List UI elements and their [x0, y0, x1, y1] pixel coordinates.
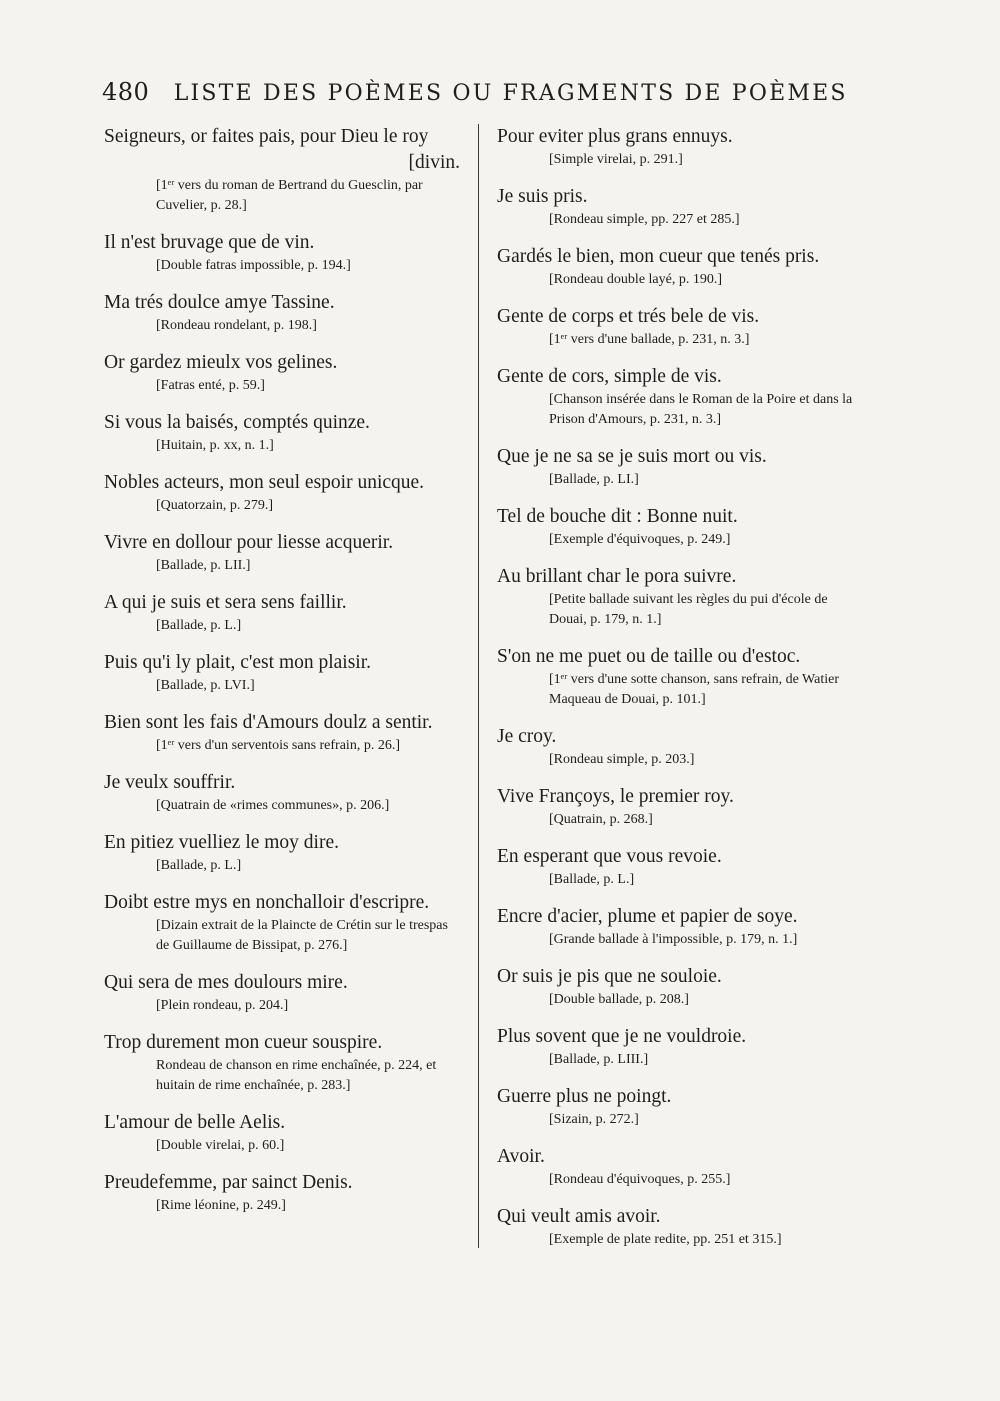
poem-reference-note: [Huitain, p. xx, n. 1.]: [156, 438, 274, 453]
poem-first-line: Ma trés doulce amye Tassine.: [104, 292, 335, 313]
poem-first-line: Qui veult amis avoir.: [497, 1206, 661, 1227]
poem-reference-note: [Ballade, p. L.]: [156, 858, 242, 873]
poem-entry: [104, 350, 460, 396]
poem-entry: [497, 124, 857, 170]
poem-entry: [104, 970, 460, 1016]
poem-reference-note: Rondeau de chanson en rime enchaînée, p. 224, et huitain de rime enchaînée, p. 283.]: [156, 1058, 437, 1093]
poem-line-continuation: [divin.: [408, 152, 460, 173]
poem-first-line: Vivre en dollour pour liesse acquerir.: [104, 532, 394, 553]
poem-first-line: Au brillant char le pora suivre.: [497, 566, 737, 587]
poem-first-line: Preudefemme, par sainct Denis.: [104, 1172, 353, 1193]
poem-first-line: Doibt estre mys en nonchalloir d'escripre.: [104, 892, 430, 913]
poem-reference-note: [Ballade, p. L.]: [549, 872, 635, 887]
poem-entry: [497, 724, 857, 770]
poem-first-line: Bien sont les fais d'Amours doulz a sentir.: [104, 712, 433, 733]
poem-reference-note: [Plein rondeau, p. 204.]: [156, 998, 289, 1013]
poem-reference-note: [Rondeau simple, p. 203.]: [549, 752, 695, 767]
poem-first-line: Gente de corps et trés bele de vis.: [497, 306, 760, 327]
poem-reference-note: [Ballade, p. L.]: [156, 618, 242, 633]
poem-reference-note: [Double fatras impossible, p. 194.]: [156, 258, 351, 273]
poem-entry: [104, 650, 460, 696]
right-column: [497, 124, 857, 1250]
poem-entry: [497, 184, 857, 230]
poem-first-line: Encre d'acier, plume et papier de soye.: [497, 906, 798, 927]
poem-entry: [497, 1084, 857, 1130]
poem-entry: [497, 844, 857, 890]
poem-reference-note: [Dizain extrait de la Plaincte de Crétin sur le trespas de Guillaume de Bissipat, p. 276.]: [156, 918, 448, 953]
poem-reference-note: [1ᵉʳ vers d'un serventois sans refrain, p. 26.]: [156, 738, 400, 753]
poem-entry: [497, 784, 857, 830]
poem-reference-note: [1ᵉʳ vers d'une sotte chanson, sans refrain, de Watier Maqueau de Douai, p. 101.]: [549, 672, 840, 707]
poem-first-line: Seigneurs, or faites pais, pour Dieu le roy: [104, 126, 429, 147]
poem-entry: [104, 470, 460, 516]
poem-reference-note: [Chanson insérée dans le Roman de la Poire et dans la Prison d'Amours, p. 231, n. 3.]: [549, 392, 853, 427]
poem-first-line: Que je ne sa se je suis mort ou vis.: [497, 446, 767, 467]
poem-entry: [104, 1170, 460, 1216]
column-rule: [478, 124, 479, 1248]
poem-entry: [104, 124, 460, 216]
poem-first-line: Avoir.: [497, 1146, 545, 1167]
poem-reference-note: [Rondeau double layé, p. 190.]: [549, 272, 723, 287]
poem-first-line: En pitiez vuelliez le moy dire.: [104, 832, 339, 853]
poem-entry: [104, 890, 460, 956]
poem-reference-note: [Double virelai, p. 60.]: [156, 1138, 285, 1153]
poem-first-line: Or gardez mieulx vos gelines.: [104, 352, 338, 373]
poem-reference-note: [Rondeau d'équivoques, p. 255.]: [549, 1172, 731, 1187]
poem-entry: [104, 1110, 460, 1156]
poem-reference-note: [Fatras enté, p. 59.]: [156, 378, 265, 393]
poem-first-line: A qui je suis et sera sens faillir.: [104, 592, 347, 613]
page-header: [102, 78, 862, 118]
poem-reference-note: [Sizain, p. 272.]: [549, 1112, 639, 1127]
poem-entry: [497, 504, 857, 550]
page-number: 480: [102, 78, 150, 106]
poem-first-line: Or suis je pis que ne souloie.: [497, 966, 722, 987]
poem-first-line: Il n'est bruvage que de vin.: [104, 232, 315, 253]
poem-entry: [497, 1024, 857, 1070]
poem-reference-note: [Ballade, p. LVI.]: [156, 678, 255, 693]
poem-reference-note: [1ᵉʳ vers du roman de Bertrand du Guesclin, par Cuvelier, p. 28.]: [156, 178, 423, 213]
poem-entry: [497, 364, 857, 430]
poem-first-line: Tel de bouche dit : Bonne nuit.: [497, 506, 738, 527]
poem-entry: [104, 410, 460, 456]
poem-reference-note: [Exemple d'équivoques, p. 249.]: [549, 532, 731, 547]
poem-first-line: Pour eviter plus grans ennuys.: [497, 126, 733, 147]
poem-entry: [497, 644, 857, 710]
poem-entry: [104, 770, 460, 816]
poem-first-line: Nobles acteurs, mon seul espoir unicque.: [104, 472, 425, 493]
poem-entry: [497, 904, 857, 950]
poem-reference-note: [Ballade, p. LI.]: [549, 472, 639, 487]
poem-entry: [497, 964, 857, 1010]
poem-first-line: Guerre plus ne poingt.: [497, 1086, 672, 1107]
poem-first-line: Qui sera de mes doulours mire.: [104, 972, 348, 993]
poem-first-line: L'amour de belle Aelis.: [104, 1112, 286, 1133]
poem-reference-note: [Rime léonine, p. 249.]: [156, 1198, 286, 1213]
poem-first-line: Je veulx souffrir.: [104, 772, 236, 793]
poem-first-line: S'on ne me puet ou de taille ou d'estoc.: [497, 646, 801, 667]
poem-reference-note: [Quatrain, p. 268.]: [549, 812, 653, 827]
poem-entry: [104, 710, 460, 756]
poem-entry: [497, 1204, 857, 1250]
poem-reference-note: [Rondeau rondelant, p. 198.]: [156, 318, 317, 333]
poem-entry: [104, 290, 460, 336]
poem-first-line: Trop durement mon cueur souspire.: [104, 1032, 383, 1053]
poem-reference-note: [Ballade, p. LII.]: [156, 558, 251, 573]
poem-entry: [104, 530, 460, 576]
poem-first-line: Je suis pris.: [497, 186, 588, 207]
poem-entry: [104, 230, 460, 276]
poem-first-line: Je croy.: [497, 726, 557, 747]
poem-entry: [497, 564, 857, 630]
poem-first-line: Plus sovent que je ne vouldroie.: [497, 1026, 747, 1047]
poem-reference-note: [Rondeau simple, pp. 227 et 285.]: [549, 212, 740, 227]
poem-entry: [497, 244, 857, 290]
poem-reference-note: [Quatrain de «rimes communes», p. 206.]: [156, 798, 390, 813]
poem-reference-note: [Petite ballade suivant les règles du pui d'école de Douai, p. 179, n. 1.]: [549, 592, 828, 627]
poem-entry: [497, 1144, 857, 1190]
poem-entry: [104, 590, 460, 636]
poem-first-line: Gardés le bien, mon cueur que tenés pris.: [497, 246, 820, 267]
poem-entry: [104, 830, 460, 876]
poem-entry: [497, 304, 857, 350]
left-column: [104, 124, 460, 1216]
poem-reference-note: [Ballade, p. LIII.]: [549, 1052, 649, 1067]
poem-first-line: Vive Françoys, le premier roy.: [497, 786, 734, 807]
poem-first-line: Puis qu'i ly plait, c'est mon plaisir.: [104, 652, 372, 673]
poem-reference-note: [Exemple de plate redite, pp. 251 et 315.]: [549, 1232, 782, 1247]
poem-reference-note: [1ᵉʳ vers d'une ballade, p. 231, n. 3.]: [549, 332, 750, 347]
poem-reference-note: [Simple virelai, p. 291.]: [549, 152, 683, 167]
poem-reference-note: [Double ballade, p. 208.]: [549, 992, 689, 1007]
poem-reference-note: [Grande ballade à l'impossible, p. 179, n. 1.]: [549, 932, 798, 947]
running-title: LISTE DES POÈMES OU FRAGMENTS DE POÈMES: [173, 81, 848, 106]
poem-first-line: En esperant que vous revoie.: [497, 846, 722, 867]
poem-first-line: Si vous la baisés, comptés quinze.: [104, 412, 370, 433]
poem-first-line: Gente de cors, simple de vis.: [497, 366, 722, 387]
poem-entry: [104, 1030, 460, 1096]
poem-entry: [497, 444, 857, 490]
poem-reference-note: [Quatorzain, p. 279.]: [156, 498, 274, 513]
